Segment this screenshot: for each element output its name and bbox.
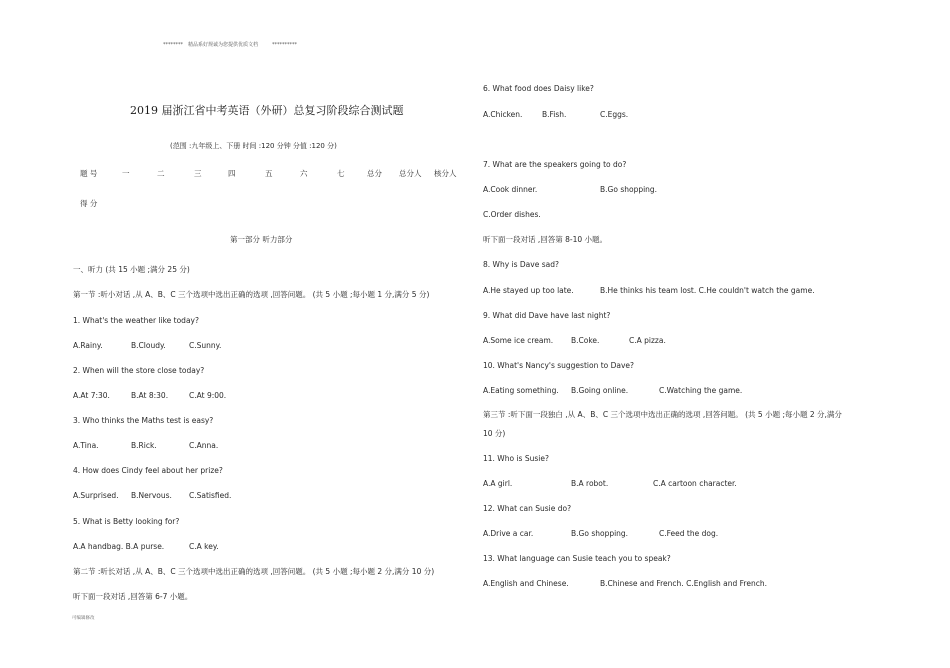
- q4-option-b: B.Nervous.: [131, 491, 172, 500]
- footer-text: 可编辑修改: [72, 616, 95, 621]
- q13-text: 13. What language can Susie teach you to speak?: [483, 554, 671, 563]
- q5-option-c: C.A key.: [189, 542, 219, 551]
- score-col-7: 七: [337, 169, 345, 178]
- q5-options-ab: A.A handbag. B.A purse.: [73, 542, 165, 551]
- q5-text: 5. What is Betty looking for?: [73, 517, 180, 526]
- q12-option-c: C.Feed the dog.: [659, 529, 719, 538]
- q11-text: 11. Who is Susie?: [483, 454, 549, 463]
- listen-6-7: 听下面一段对话 ,回答第 6-7 小题。: [73, 592, 193, 601]
- header-text: 精品系好规诚为您提供优质文档: [188, 42, 259, 48]
- score-col-total: 总分: [367, 169, 382, 178]
- q9-option-c: C.A pizza.: [629, 336, 666, 345]
- q1-option-a: A.Rainy.: [73, 341, 103, 350]
- score-header-label: 题 号: [80, 169, 98, 178]
- q6-option-c: C.Eggs.: [600, 110, 629, 119]
- q6-text: 6. What food does Daisy like?: [483, 84, 594, 93]
- q10-option-a: A.Eating something.: [483, 386, 559, 395]
- q4-text: 4. How does Cindy feel about her prize?: [73, 466, 223, 475]
- q12-text: 12. What can Susie do?: [483, 504, 572, 513]
- score-col-scorer: 总分人: [399, 169, 422, 178]
- score-row-label: 得 分: [80, 199, 98, 208]
- score-col-2: 二: [157, 169, 165, 178]
- q2-option-c: C.At 9:00.: [189, 391, 227, 400]
- q3-option-c: C.Anna.: [189, 441, 219, 450]
- q6-option-a: A.Chicken.: [483, 110, 523, 119]
- q4-option-c: C.Satisfied.: [189, 491, 232, 500]
- q7-option-b: B.Go shopping.: [600, 185, 658, 194]
- q9-option-a: A.Some ice cream.: [483, 336, 554, 345]
- q2-option-b: B.At 8:30.: [131, 391, 169, 400]
- listen-8-10: 听下面一段对话 ,回答第 8-10 小题。: [483, 235, 608, 244]
- sub1-instruction: 第一节 :听小对话 ,从 A、B、C 三个选项中选出正确的选项 ,回答问题。 (共 5 小题 ;每小题 1 分,满分 5 分): [73, 290, 430, 299]
- q9-text: 9. What did Dave have last night?: [483, 311, 611, 320]
- q12-option-a: A.Drive a car.: [483, 529, 534, 538]
- q10-text: 10. What's Nancy's suggestion to Dave?: [483, 361, 635, 370]
- q2-option-a: A.At 7:30.: [73, 391, 110, 400]
- q3-option-a: A.Tina.: [73, 441, 99, 450]
- sub2-instruction: 第二节 :听长对话 ,从 A、B、C 三个选项中选出正确的选项 ,回答问题。 (共 5 小题 ;每小题 2 分,满分 10 分): [73, 567, 435, 576]
- q13-option-a: A.English and Chinese.: [483, 579, 569, 588]
- score-col-6: 六: [300, 169, 308, 178]
- q13-options-bc: B.Chinese and French. C.English and French.: [600, 579, 767, 588]
- sub3-instruction-line2: 10 分): [483, 429, 506, 438]
- sub3-instruction-line1: 第三节 :听下面一段独白 ,从 A、B、C 三个选项中选出正确的选项 ,回答问题。 (共 5 小题 ;每小题 2 分,满分: [483, 410, 842, 419]
- q7-option-a: A.Cook dinner.: [483, 185, 538, 194]
- section1-title: 一、听力 (共 15 小题 ;满分 25 分): [73, 265, 190, 274]
- q7-option-c: C.Order dishes.: [483, 210, 541, 219]
- part1-title: 第一部分 听力部分: [230, 235, 293, 244]
- q10-option-b: B.Going online.: [571, 386, 629, 395]
- score-col-4: 四: [228, 169, 236, 178]
- q2-text: 2. When will the store close today?: [73, 366, 205, 375]
- q8-option-a: A.He stayed up too late.: [483, 286, 574, 295]
- q1-text: 1. What's the weather like today?: [73, 316, 199, 325]
- score-col-checker: 核分人: [434, 169, 457, 178]
- q3-text: 3. Who thinks the Maths test is easy?: [73, 416, 214, 425]
- exam-title: 2019 届浙江省中考英语（外研）总复习阶段综合测试题: [130, 104, 404, 117]
- score-col-1: 一: [122, 169, 130, 178]
- q3-option-b: B.Rick.: [131, 441, 157, 450]
- q12-option-b: B.Go shopping.: [571, 529, 629, 538]
- q8-text: 8. Why is Dave sad?: [483, 260, 559, 269]
- q8-options-bc: B.He thinks his team lost. C.He couldn't watch the game.: [600, 286, 815, 295]
- q1-option-b: B.Cloudy.: [131, 341, 166, 350]
- q11-option-c: C.A cartoon character.: [653, 479, 737, 488]
- q11-option-b: B.A robot.: [571, 479, 609, 488]
- q10-option-c: C.Watching the game.: [659, 386, 743, 395]
- q4-option-a: A.Surprised.: [73, 491, 119, 500]
- q1-option-c: C.Sunny.: [189, 341, 222, 350]
- q7-text: 7. What are the speakers going to do?: [483, 160, 627, 169]
- exam-range: (范围 :九年级上、下册 时间 :120 分钟 分值 :120 分): [170, 142, 337, 150]
- q11-option-a: A.A girl.: [483, 479, 513, 488]
- q6-option-b: B.Fish.: [542, 110, 567, 119]
- header-stars-left: ********: [163, 42, 183, 48]
- score-col-3: 三: [194, 169, 202, 178]
- q9-option-b: B.Coke.: [571, 336, 600, 345]
- header-stars-right: **********: [272, 42, 297, 48]
- score-col-5: 五: [265, 169, 273, 178]
